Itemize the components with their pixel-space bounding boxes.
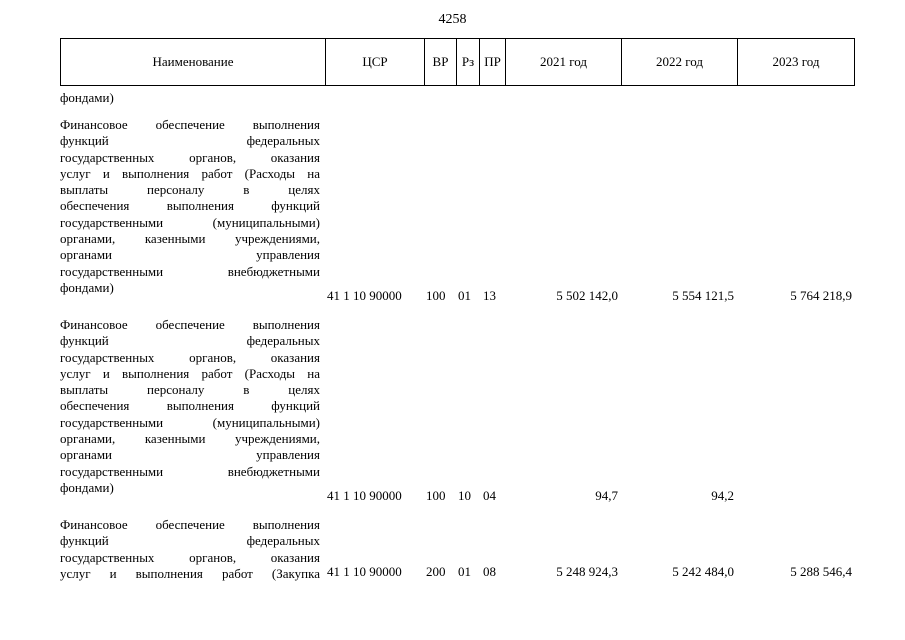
row-2023: 5 764 218,9 xyxy=(790,288,852,303)
name-line: органами, казенными учреждениями, xyxy=(60,431,320,447)
name-line: государственными внебюджетными xyxy=(60,463,320,479)
name-line: Финансовое обеспечение выполнения xyxy=(60,317,320,332)
row-csr: 41 1 10 90000 xyxy=(327,488,402,503)
name-line: органами управления xyxy=(60,247,320,263)
name-line: Финансовое обеспечение выполнения xyxy=(60,517,320,532)
header-2022: 2022 год xyxy=(622,39,738,85)
name-line: органами, казенными учреждениями, xyxy=(60,231,320,247)
name-line: услуг и выполнения работ (Закупка xyxy=(60,565,320,581)
row-name xyxy=(60,317,320,496)
name-line: государственными внебюджетными xyxy=(60,263,320,279)
row-rz: 01 xyxy=(458,288,471,303)
name-line: выплаты персоналу в целях xyxy=(60,182,320,198)
header-pr: ПР xyxy=(480,39,506,85)
header-csr: ЦСР xyxy=(326,39,425,85)
name-line: функций федеральных xyxy=(60,333,320,349)
row-pr: 08 xyxy=(483,564,496,579)
row-pr: 04 xyxy=(483,488,496,503)
row-vr: 100 xyxy=(426,488,446,503)
row-rz: 10 xyxy=(458,488,471,503)
row-2021: 94,7 xyxy=(595,488,618,503)
name-line: Финансовое обеспечение выполнения xyxy=(60,117,320,132)
row-2022: 5 554 121,5 xyxy=(672,288,734,303)
name-line: фондами) xyxy=(60,479,114,495)
name-line: государственных органов, оказания xyxy=(60,149,320,165)
page-number: 4258 xyxy=(438,12,467,27)
name-line: обеспечения выполнения функций xyxy=(60,198,320,214)
carryover-line: фондами) xyxy=(60,90,114,105)
row-rz: 01 xyxy=(458,564,471,579)
name-line: функций федеральных xyxy=(60,533,320,549)
name-line: фондами) xyxy=(60,279,114,295)
row-vr: 100 xyxy=(426,288,446,303)
header-2023: 2023 год xyxy=(772,54,820,69)
table-header xyxy=(60,38,855,86)
row-2022: 5 242 484,0 xyxy=(672,564,734,579)
name-line: государственными (муниципальными) xyxy=(60,214,320,230)
header-rz: Рз xyxy=(457,39,480,85)
name-line: государственных органов, оказания xyxy=(60,549,320,565)
name-line: услуг и выполнения работ (Расходы на xyxy=(60,365,320,381)
row-name xyxy=(60,117,320,296)
row-pr: 13 xyxy=(483,288,496,303)
row-vr: 200 xyxy=(426,564,446,579)
row-2023: 5 288 546,4 xyxy=(790,564,852,579)
name-line: функций федеральных xyxy=(60,133,320,149)
name-line: обеспечения выполнения функций xyxy=(60,398,320,414)
header-vr: ВР xyxy=(425,39,457,85)
row-csr: 41 1 10 90000 xyxy=(327,288,402,303)
header-2021: 2021 год xyxy=(506,39,622,85)
name-line: услуг и выполнения работ (Расходы на xyxy=(60,165,320,181)
name-line: государственными (муниципальными) xyxy=(60,414,320,430)
row-csr: 41 1 10 90000 xyxy=(327,564,402,579)
name-line: выплаты персоналу в целях xyxy=(60,382,320,398)
carryover-text xyxy=(60,90,320,106)
row-name xyxy=(60,517,320,582)
row-2021: 5 502 142,0 xyxy=(556,288,618,303)
name-line: государственных органов, оказания xyxy=(60,349,320,365)
header-name: Наименование xyxy=(61,39,326,85)
row-2021: 5 248 924,3 xyxy=(556,564,618,579)
row-2022: 94,2 xyxy=(711,488,734,503)
name-line: органами управления xyxy=(60,447,320,463)
